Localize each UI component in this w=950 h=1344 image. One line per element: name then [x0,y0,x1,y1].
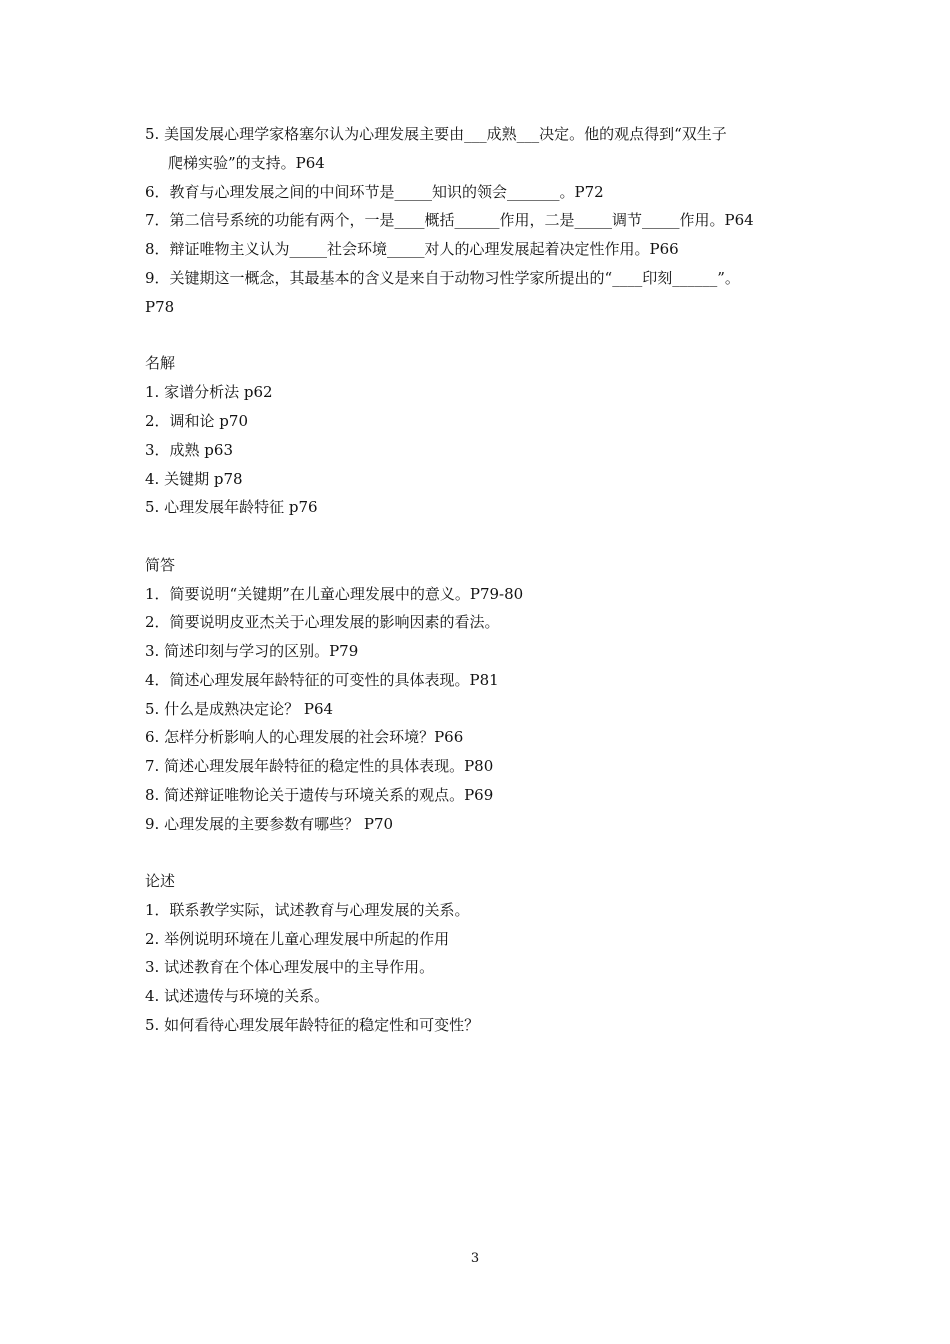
definition-item-4: 4. 关键期 p78 [145,470,243,488]
fill-blank-q5-line1: 5. 美国发展心理学家格塞尔认为心理发展主要由___成熟___决定。他的观点得到“双生子 [145,125,727,143]
short-answer-item-5: 5. 什么是成熟决定论？ P64 [145,700,334,718]
definition-item-1: 1. 家谱分析法 p62 [145,383,273,401]
short-answer-item-2: 2．简要说明皮亚杰关于心理发展的影响因素的看法。 [145,613,500,631]
fill-blank-q8: 8．辩证唯物主义认为_____社会环境_____对人的心理发展起着决定性作用。P66 [145,240,679,258]
fill-blank-q5-line2: 爬梯实验”的支持。P64 [168,154,325,172]
definitions-heading: 名解 [145,354,176,372]
short-answer-item-4: 4．简述心理发展年龄特征的可变性的具体表现。P81 [145,671,499,689]
short-answer-item-8: 8. 简述辩证唯物论关于遗传与环境关系的观点。P69 [145,786,494,804]
definition-item-5: 5. 心理发展年龄特征 p76 [145,498,318,516]
short-answer-item-1: 1．简要说明“关键期”在儿童心理发展中的意义。P79-80 [145,585,524,603]
short-answer-item-7: 7. 简述心理发展年龄特征的稳定性的具体表现。P80 [145,757,494,775]
essay-item-1: 1．联系教学实际，试述教育与心理发展的关系。 [145,901,470,919]
fill-blank-q9-line1: 9．关键期这一概念，其最基本的含义是来自于动物习性学家所提出的“____印刻______”。 [145,269,740,287]
essay-item-3: 3. 试述教育在个体心理发展中的主导作用。 [145,958,435,976]
page-number: 3 [470,1251,480,1266]
fill-blank-q9-line2: P78 [145,298,175,316]
short-answer-item-6: 6. 怎样分析影响人的心理发展的社会环境？P66 [145,728,464,746]
essay-item-5: 5. 如何看待心理发展年龄特征的稳定性和可变性？ [145,1016,480,1034]
essay-item-2: 2. 举例说明环境在儿童心理发展中所起的作用 [145,930,450,948]
definition-item-2: 2．调和论 p70 [145,412,249,430]
short-answer-heading: 简答 [145,556,176,574]
fill-blank-q6: 6．教育与心理发展之间的中间环节是_____知识的领会_______。P72 [145,183,604,201]
essay-heading: 论述 [145,872,176,890]
definition-item-3: 3．成熟 p63 [145,441,234,459]
short-answer-item-3: 3. 简述印刻与学习的区别。P79 [145,642,359,660]
fill-blank-q7: 7．第二信号系统的功能有两个，一是____概括______作用，二是_____调节_____作用。P64 [145,211,754,229]
short-answer-item-9: 9. 心理发展的主要参数有哪些？ P70 [145,815,394,833]
essay-item-4: 4. 试述遗传与环境的关系。 [145,987,330,1005]
